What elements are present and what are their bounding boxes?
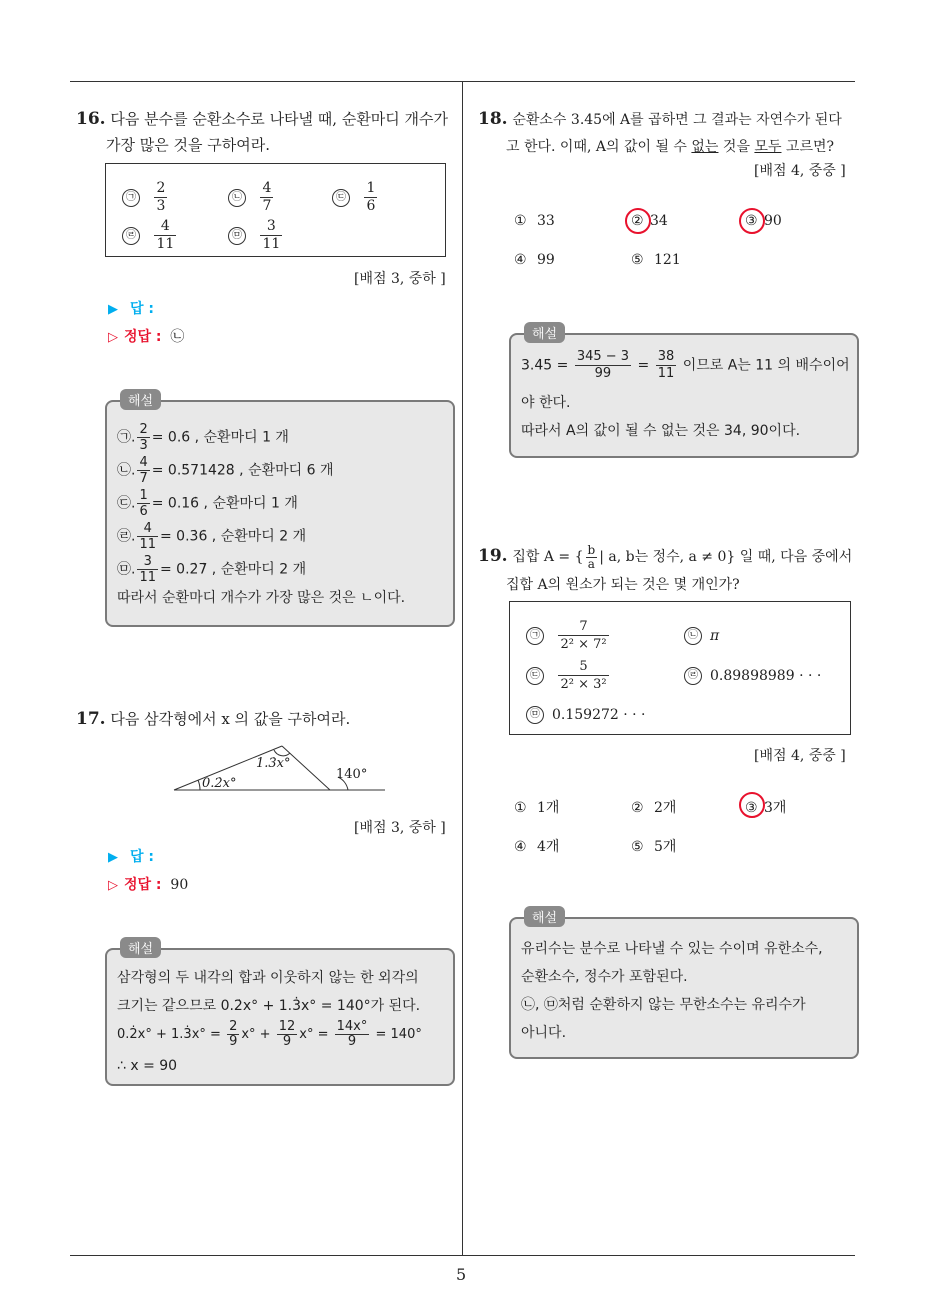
- solution-equation: 0.2̇x° + 1.3̇x° = $\frac{2}{9}$ x° + $\frac{12}{9}$ x° = $\frac{14x^\circ}{9}$ = 140°: [117, 1019, 422, 1049]
- question-text: 집합 A = { $\frac{b}{a}$ | a, b는 정수, a ≠ 0} 일 때, 다음 중에서: [512, 542, 853, 571]
- selected-mark: [739, 208, 765, 234]
- question-number: 19.: [478, 546, 508, 566]
- choice-item: ㉤ 0.159272 · · ·: [526, 706, 646, 724]
- option-5[interactable]: ⑤ 121: [631, 252, 681, 268]
- option-4[interactable]: ④ 99: [514, 252, 555, 268]
- solution-line: 크기는 같으므로 0.2̇x° + 1.3̇x° = 140°가 된다.: [117, 998, 421, 1014]
- option-3[interactable]: ③ 90: [745, 213, 782, 229]
- difficulty-label: [배점 4, 중중 ]: [754, 163, 846, 179]
- solution-equation: 3.4̇5̇ = $\frac{345 - 3}{99}$ = $\frac{38}{11}$ 이므로 A는 11 의 배수이어: [521, 349, 850, 381]
- solution-line: 삼각형의 두 내각의 합과 이웃하지 않는 한 외각의: [117, 970, 419, 986]
- column-divider: [462, 81, 463, 1256]
- solution-line: 야 한다.: [521, 395, 571, 411]
- question-text: 다음 분수를 순환소수로 나타낼 때, 순환마디 개수가: [110, 110, 449, 128]
- option-2[interactable]: ② 2개: [631, 800, 677, 816]
- solution-tag: 해설: [524, 906, 565, 927]
- option-5[interactable]: ⑤ 5개: [631, 839, 677, 855]
- solution-box: [509, 333, 859, 458]
- difficulty-label: [배점 4, 중중 ]: [754, 748, 846, 764]
- solution-line: ∴ x = 90: [117, 1058, 178, 1074]
- question-18: [478, 106, 858, 160]
- solution-line: ㉠. $\frac{2}{3}$ = 0.6̇ , 순환마디 1 개: [117, 422, 289, 453]
- option-3[interactable]: ③ 3개: [745, 800, 787, 816]
- solution-tag: 해설: [120, 389, 161, 410]
- selected-mark: [625, 208, 651, 234]
- option-1[interactable]: ① 1개: [514, 800, 560, 816]
- question-text: 다음 삼각형에서 x 의 값을 구하여라.: [110, 710, 351, 728]
- choice-item: ㉡ π: [684, 627, 719, 645]
- choice-item: ㉤ $\frac{3}{11}$: [228, 218, 284, 253]
- question-17: [76, 706, 461, 732]
- question-text: 순환소수 3.4̇5̇에 A를 곱하면 그 결과는 자연수가 된다: [512, 112, 842, 128]
- angle-left-label: 0.2̇x°: [202, 776, 237, 791]
- solution-line: ㉡, ㉤처럼 순환하지 않는 무한소수는 유리수가: [521, 997, 806, 1013]
- solution-line: ㉣. $\frac{4}{11}$ = 0.3̇6̇ , 순환마디 2 개: [117, 521, 307, 552]
- choice-item: ㉣ 0.89898989 · · ·: [684, 667, 821, 685]
- question-text-line2: 가장 많은 것을 구하여라.: [106, 136, 270, 154]
- solution-line: 아니다.: [521, 1025, 567, 1041]
- choices-box: [509, 601, 851, 735]
- solution-conclusion: 따라서 순환마디 개수가 가장 많은 것은 ㄴ이다.: [117, 590, 406, 606]
- solution-line: 따라서 A의 값이 될 수 없는 것은 34, 90이다.: [521, 423, 801, 439]
- difficulty-label: [배점 3, 중하 ]: [354, 271, 446, 287]
- triangle-figure: [170, 740, 400, 800]
- choice-item: ㉡ $\frac{4}{7}$: [228, 180, 275, 215]
- choice-item: ㉠ $\frac{7}{\text{2² × 7²}}$: [526, 618, 611, 653]
- option-2[interactable]: ② 34: [631, 213, 668, 229]
- question-number: 18.: [478, 109, 508, 129]
- choice-item: ㉣ $\frac{4}{11}$: [122, 218, 178, 253]
- play-triangle-icon: ▶: [108, 302, 118, 317]
- solution-box: [509, 917, 859, 1059]
- answer-row: ▶ 답 :: [108, 849, 154, 865]
- choice-item: ㉢ $\frac{1}{6}$: [332, 180, 379, 215]
- solution-line: ㉤. $\frac{3}{11}$ = 0.2̇7̇ , 순환마디 2 개: [117, 554, 307, 585]
- play-triangle-icon: ▶: [108, 850, 118, 865]
- solution-tag: 해설: [524, 322, 565, 343]
- correct-answer-value: 90: [170, 877, 189, 893]
- selected-mark: [739, 792, 765, 818]
- outline-triangle-icon: ▷: [108, 330, 118, 345]
- correct-answer-value: ㉡: [170, 329, 185, 345]
- solution-line: ㉡. $\frac{4}{7}$ = 0.5̇71428̇ , 순환마디 6 개: [117, 455, 334, 486]
- choice-item: ㉠ $\frac{2}{3}$: [122, 180, 169, 215]
- difficulty-label: [배점 3, 중하 ]: [354, 820, 446, 836]
- question-16: [76, 106, 461, 158]
- question-19: [478, 543, 863, 598]
- solution-line: 유리수는 분수로 나타낼 수 있는 수이며 유한소수,: [521, 941, 823, 957]
- bottom-rule: [70, 1255, 855, 1256]
- solution-box: [105, 948, 455, 1086]
- question-number: 17.: [76, 709, 106, 729]
- choice-item: ㉢ $\frac{5}{\text{2² × 3²}}$: [526, 658, 611, 693]
- solution-line: 순환소수, 정수가 포함된다.: [521, 969, 688, 985]
- solution-line: ㉢. $\frac{1}{6}$ = 0.16̇ , 순환마디 1 개: [117, 488, 298, 519]
- angle-top-label: 1.3̇x°: [256, 756, 291, 771]
- solution-tag: 해설: [120, 937, 161, 958]
- option-1[interactable]: ① 33: [514, 213, 555, 229]
- choices-box: [105, 163, 446, 257]
- answer-row: ▶ 답 :: [108, 301, 154, 317]
- question-text-line2: 고 한다. 이때, A의 값이 될 수 없는 것을 모두 고르면?: [506, 139, 835, 155]
- exterior-angle-label: 140°: [336, 767, 368, 782]
- page-number: 5: [456, 1265, 467, 1284]
- question-number: 16.: [76, 109, 106, 129]
- question-text-line2: 집합 A의 원소가 되는 것은 몇 개인가?: [506, 576, 740, 593]
- solution-box: [105, 400, 455, 627]
- correct-answer-row: ▷ 정답 : ㉡: [108, 329, 185, 345]
- outline-triangle-icon: ▷: [108, 878, 118, 893]
- option-4[interactable]: ④ 4개: [514, 839, 560, 855]
- correct-answer-row: ▷ 정답 : 90: [108, 877, 189, 893]
